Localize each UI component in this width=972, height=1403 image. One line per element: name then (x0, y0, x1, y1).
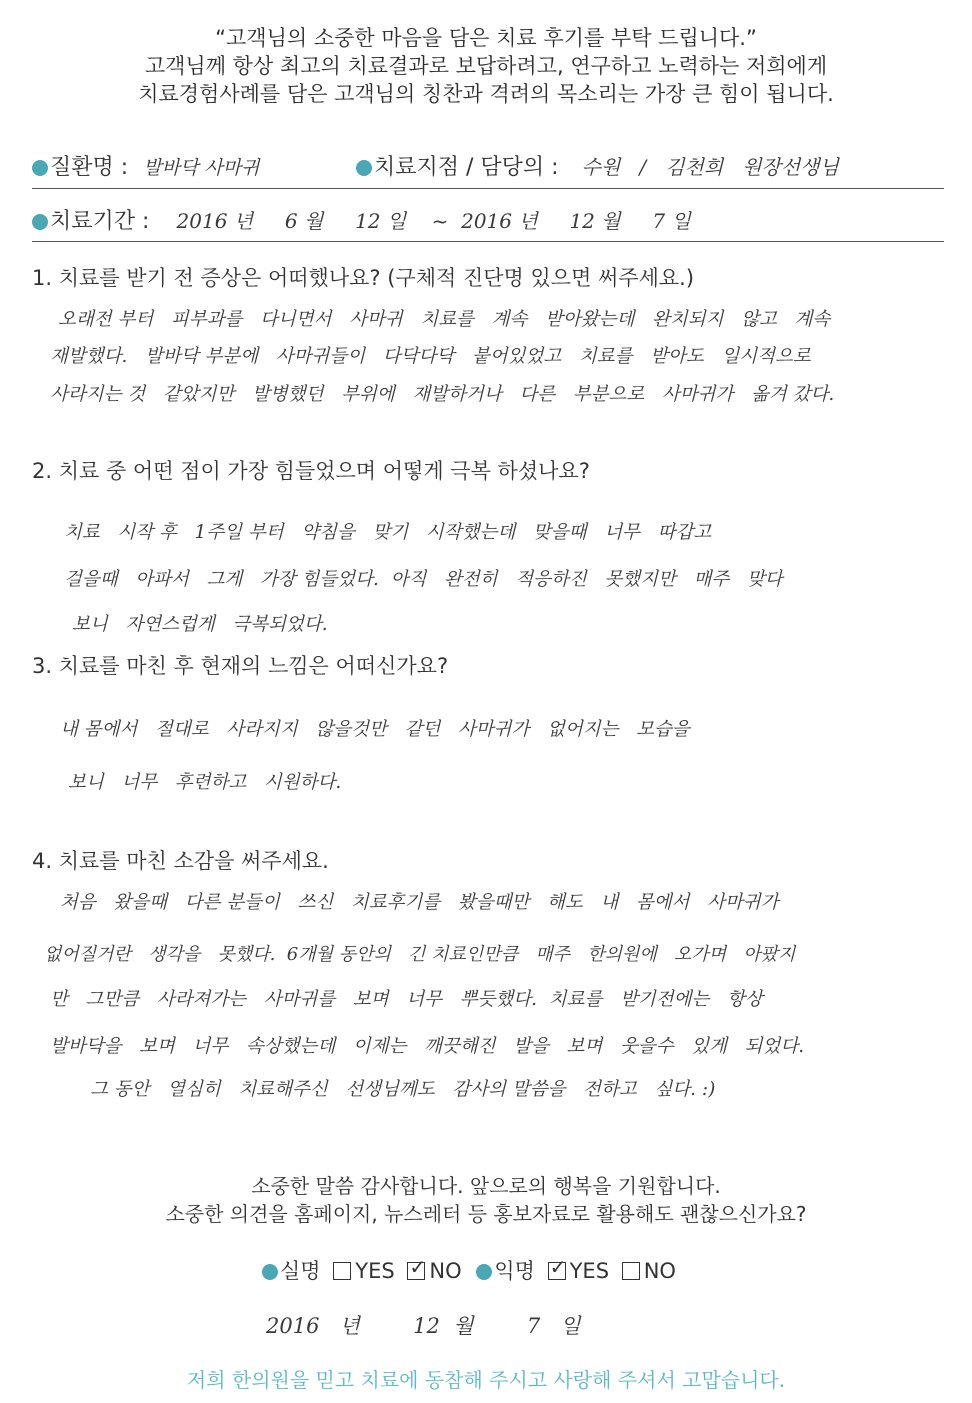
bullet-icon (476, 1264, 492, 1280)
bullet-icon (356, 160, 372, 176)
answer-2-line-2: 걸을때 아파서 그게 가장 힘들었다. 아직 완전히 적응하진 못했지만 매주 맞다 (64, 569, 783, 590)
intro-line-3: 치료경험사례를 담은 고객님의 칭찬과 격려의 목소리는 가장 큰 힘이 됩니다. (138, 82, 834, 106)
branch-label: 치료지점 / 담당의 : (374, 155, 559, 180)
answer-1-line-3: 사라지는 것 같았지만 발병했던 부위에 재발하거나 다른 부분으로 사마귀가 옮겨 갔다. (50, 384, 835, 405)
intro-line-2: 고객님께 항상 최고의 치료결과로 보답하려고, 연구하고 노력하는 저희에게 (144, 54, 828, 78)
bullet-icon (262, 1264, 278, 1280)
question-3: 3. 치료를 마친 후 현재의 느낌은 어떠신가요? (32, 654, 449, 678)
closing-line-1: 소중한 말씀 감사합니다. 앞으로의 행복을 기원합니다. (251, 1174, 721, 1198)
question-2: 2. 치료 중 어떤 점이 가장 힘들었으며 어떻게 극복 하셨나요? (32, 459, 590, 483)
intro-line-1: “고객님의 소중한 마음을 담은 치료 후기를 부탁 드립니다.” (215, 26, 757, 50)
answer-4-line-5: 그 동안 열심히 치료해주신 선생님께도 감사의 말씀을 전하고 싶다. :) (90, 1079, 716, 1100)
period-label: 치료기간 : (50, 209, 150, 234)
answer-4-line-4: 발바닥을 보며 너무 속상했는데 이제는 깨끗해진 발을 보며 웃을수 있게 되었다. (50, 1036, 805, 1057)
real-name-label: 실명 (280, 1259, 321, 1283)
disease-value: 발바닥 사마귀 (143, 157, 260, 179)
anonymous-no-label: NO (643, 1259, 676, 1283)
disease-field (32, 150, 259, 181)
answer-4-line-2: 없어질거란 생각을 못했다. 6개월 동안의 긴 치료인만큼 매주 한의원에 오가며 아팠지 (44, 944, 796, 965)
answer-2-line-3: 보니 자연스럽게 극복되었다. (72, 614, 328, 635)
consent-row (262, 1255, 676, 1285)
answer-3-line-2: 보니 너무 후련하고 시원하다. (68, 772, 342, 793)
branch-value: 수원 / 김천희 원장선생님 (581, 155, 839, 179)
check-mark-icon: ✓ (549, 1255, 567, 1279)
real-name-yes-checkbox[interactable] (333, 1262, 351, 1280)
real-name-no-checkbox[interactable] (407, 1255, 427, 1280)
bullet-icon (32, 160, 48, 176)
answer-3-line-1: 내 몸에서 절대로 사라지지 않을것만 같던 사마귀가 없어지는 모습을 (60, 719, 690, 740)
date-signed: 2016 년 12 월 7 일 (266, 1314, 581, 1338)
divider (32, 241, 944, 242)
disease-label: 질환명 : (50, 155, 129, 180)
branch-field (356, 150, 839, 181)
question-4: 4. 치료를 마친 소감을 써주세요. (32, 849, 329, 873)
answer-1-line-2: 재발했다. 발바닥 부분에 사마귀들이 다닥다닥 붙어있었고 치료를 받아도 일시적으로 (50, 346, 811, 367)
anonymous-yes-checkbox[interactable] (548, 1255, 567, 1280)
answer-4-line-1: 처음 왔을때 다른 분들이 쓰신 치료후기를 봤을때만 해도 내 몸에서 사마귀가 (60, 892, 779, 913)
period-value: 2016 년 6 월 12 일 ~ 2016 년 12 월 7 일 (176, 209, 691, 233)
real-name-yes-label: YES (355, 1259, 395, 1283)
closing-line-2: 소중한 의견을 홈페이지, 뉴스레터 등 홍보자료로 활용해도 괜찮으신가요? (165, 1202, 807, 1226)
answer-1-line-1: 오래전 부터 피부과를 다니면서 사마귀 치료를 계속 받아왔는데 완치되지 않고 계속 (58, 309, 831, 330)
anonymous-label: 익명 (494, 1259, 535, 1283)
answer-4-line-3: 만 그만큼 사라져가는 사마귀를 보며 너무 뿌듯했다. 치료를 받기전에는 항상 (50, 989, 763, 1010)
anonymous-no-checkbox[interactable] (622, 1262, 640, 1280)
real-name-no-label: NO (429, 1259, 462, 1283)
bullet-icon (32, 214, 48, 230)
question-1: 1. 치료를 받기 전 증상은 어떠했나요? (구체적 진단명 있으면 써주세요.) (32, 266, 695, 290)
answer-2-line-1: 치료 시작 후 1주일 부터 약침을 맞기 시작했는데 맞을때 너무 따갑고 (64, 522, 712, 543)
footer-message: 저희 한의원을 믿고 치료에 동참해 주시고 사랑해 주셔서 고맙습니다. (186, 1368, 786, 1392)
check-mark-icon: ✓ (409, 1255, 427, 1279)
anonymous-yes-label: YES (569, 1259, 610, 1283)
divider (32, 188, 944, 189)
period-field (32, 204, 691, 235)
